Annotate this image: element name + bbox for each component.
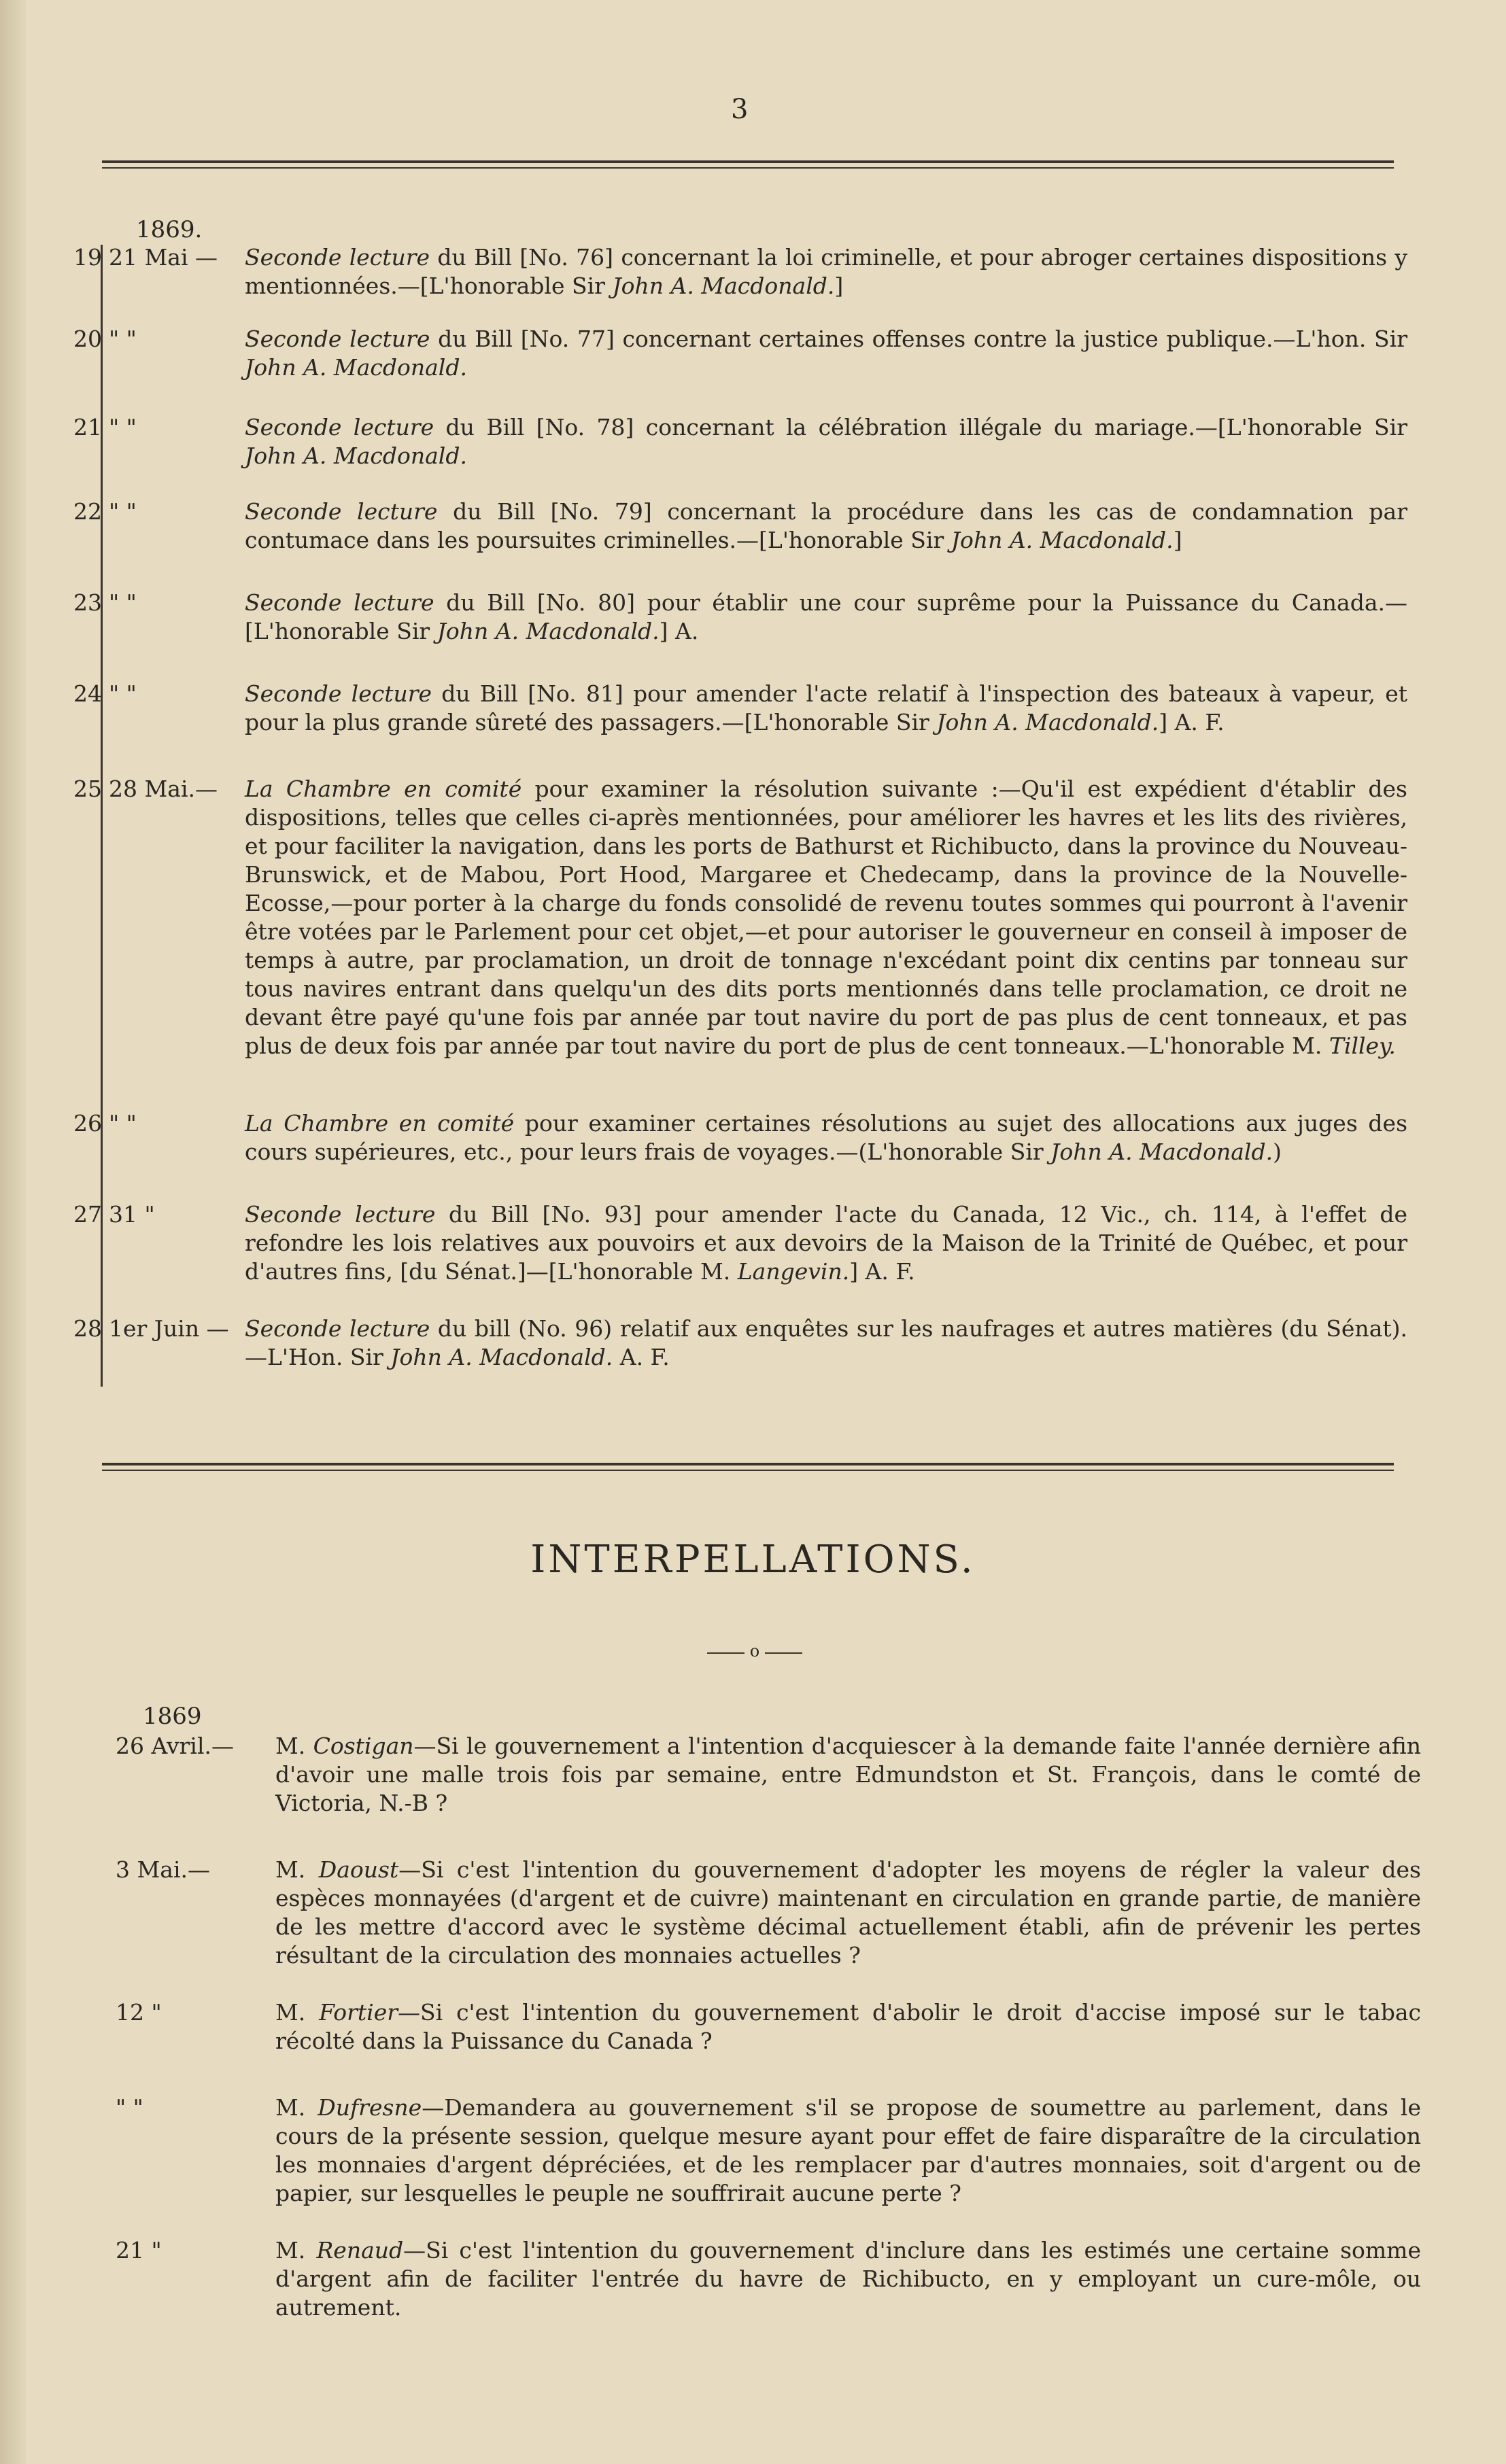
entry-text: Seconde lecture du Bill [No. 93] pour amender l'acte du Canada, 12 Vic., ch. 114, à l'effet de refondre les lois relatives aux pouvoirs et aux devoirs de la Maison de la Trinité de Québec, et pour d'autres fins, [du Sénat.]—[L'honorable M. Langevin.] A. F.	[245, 1201, 1407, 1285]
interpellation-text: M. Dufresne—Demandera au gouvernement s'il se propose de soumettre au parlement, dans le cours de la présente session, quelque mesure ayant pour effet de faire disparaître de la circulation les monnaies d'argent dépréciées, et de les remplacer par d'autres monnaies, soit d'argent ou de papier, sur lesquelles le peuple ne souffrirait aucune perte ?	[275, 2094, 1421, 2206]
interpellation-text: M. Daoust—Si c'est l'intention du gouvernement d'adopter les moyens de régler la valeur des espèces monnayées (d'argent et de cuivre) maintenant en circulation en grande partie, de manière de les mettre d'accord avec le système décimal actuellement établi, afin de prévenir les pertes résultant de la circulation des monnaies actuelles ?	[275, 1856, 1421, 1968]
interpellation-text: M. Fortier—Si c'est l'intention du gouvernement d'abolir le droit d'accise imposé sur le tabac récolté dans la Puissance du Canada ?	[275, 1999, 1421, 2054]
entry-number: 19	[73, 244, 102, 271]
entry-date: " "	[109, 680, 137, 707]
entry-date: 28 Mai.—	[109, 776, 218, 802]
entry-text: Seconde lecture du bill (No. 96) relatif aux enquêtes sur les naufrages et autres matières (du Sénat).—L'Hon. Sir John A. Macdonald. A. F.	[245, 1315, 1407, 1370]
entry-text: Seconde lecture du Bill [No. 79] concernant la procédure dans les cas de condamnation par contumace dans les poursuites criminelles.—[L'honorable Sir John A. Macdonald.]	[245, 498, 1407, 553]
entry-text: Seconde lecture du Bill [No. 77] concernant certaines offenses contre la justice publique.—L'hon. Sir John A. Macdonald.	[245, 326, 1407, 381]
entry-text: La Chambre en comité pour examiner certaines résolutions au sujet des allocations aux juges des cours supérieures, etc., pour leurs frais de voyages.—(L'honorable Sir John A. Macdonald.)	[245, 1110, 1407, 1165]
entry-number: 23	[73, 589, 102, 616]
top-rule-thin	[102, 167, 1394, 169]
entry-number: 26	[73, 1110, 102, 1136]
entry-date: " "	[109, 1110, 137, 1136]
entry-number: 27	[73, 1201, 102, 1228]
entry-text: Seconde lecture du Bill [No. 78] concernant la célébration illégale du mariage.—[L'honorable Sir John A. Macdonald.	[245, 414, 1407, 469]
entry-date: 21 Mai —	[109, 244, 218, 271]
interpellation-text: M. Renaud—Si c'est l'intention du gouvernement d'inclure dans les estimés une certaine somme d'argent afin de faciliter l'entrée du havre de Richibucto, en y employant un cure-môle, ou autrement.	[275, 2237, 1421, 2321]
interpellation-text: M. Costigan—Si le gouvernement a l'intention d'acquiescer à la demande faite l'année dernière afin d'avoir une malle trois fois par semaine, entre Edmundston et St. François, dans le comté de Victoria, N.-B ?	[275, 1733, 1421, 1816]
entry-text: La Chambre en comité pour examiner la résolution suivante :—Qu'il est expédient d'établir des dispositions, telles que celles ci-après mentionnées, pour améliorer les havres et les lits des rivières, et pour faciliter la navigation, dans les ports de Bathurst et Richibucto, dans la province du Nouveau-Brunswick, et de Mabou, Port Hood, Margaree et Chedecamp, dans la province de la Nouvelle-Ecosse,—pour porter à la charge du fonds consolidé de revenu toutes sommes qui pourront à l'avenir être votées par le Parlement pour cet objet,—et pour autoriser le gouverneur en conseil à imposer de temps à autre, par proclamation, un droit de tonnage n'excédant point dix centins par tonneau sur tous navires entrant dans quelqu'un des dits ports mentionnés dans telle proclamation, ce droit ne devant être payé qu'une fois par année par tout navire du port de pas plus de cent tonneaux, et pas plus de deux fois par année par tout navire du port de plus de cent tonneaux.—L'honorable M. Tilley.	[245, 776, 1407, 1059]
ornament-divider: o	[707, 1642, 802, 1661]
section-title: INTERPELLATIONS.	[530, 1538, 976, 1582]
entry-text: Seconde lecture du Bill [No. 81] pour amender l'acte relatif à l'inspection des bateaux à vapeur, et pour la plus grande sûreté des passagers.—[L'honorable Sir John A. Macdonald.] A. F.	[245, 680, 1407, 735]
entry-date: 31 "	[109, 1201, 155, 1228]
entry-number: 21	[73, 414, 102, 440]
entry-date: " "	[109, 589, 137, 616]
interpellation-date: " "	[116, 2094, 143, 2121]
binding-edge	[0, 0, 26, 2464]
entry-number: 24	[73, 680, 102, 707]
section-rule	[102, 1463, 1394, 1465]
entry-number: 22	[73, 498, 102, 525]
bills-year: 1869.	[136, 216, 203, 243]
interpellations-year: 1869	[143, 1703, 202, 1730]
entry-date: " "	[109, 326, 137, 352]
interpellation-date: 12 "	[116, 1999, 162, 2026]
entry-number: 28	[73, 1315, 102, 1342]
entry-date: " "	[109, 498, 137, 525]
interpellation-date: 26 Avril.—	[116, 1733, 234, 1759]
section-rule-thin	[102, 1470, 1394, 1471]
entry-date: " "	[109, 414, 137, 440]
top-rule	[102, 160, 1394, 163]
entry-date: 1er Juin —	[109, 1315, 229, 1342]
page-number: 3	[731, 94, 749, 125]
entry-text: Seconde lecture du Bill [No. 80] pour établir une cour suprême pour la Puissance du Canada.—[L'honorable Sir John A. Macdonald.] A.	[245, 589, 1407, 644]
interpellation-date: 21 "	[116, 2237, 162, 2263]
interpellation-date: 3 Mai.—	[116, 1856, 210, 1883]
entry-number: 25	[73, 776, 102, 802]
entry-text: Seconde lecture du Bill [No. 76] concernant la loi criminelle, et pour abroger certaines dispositions y mentionnées.—[L'honorable Sir John A. Macdonald.]	[245, 244, 1407, 299]
entry-number: 20	[73, 326, 102, 352]
